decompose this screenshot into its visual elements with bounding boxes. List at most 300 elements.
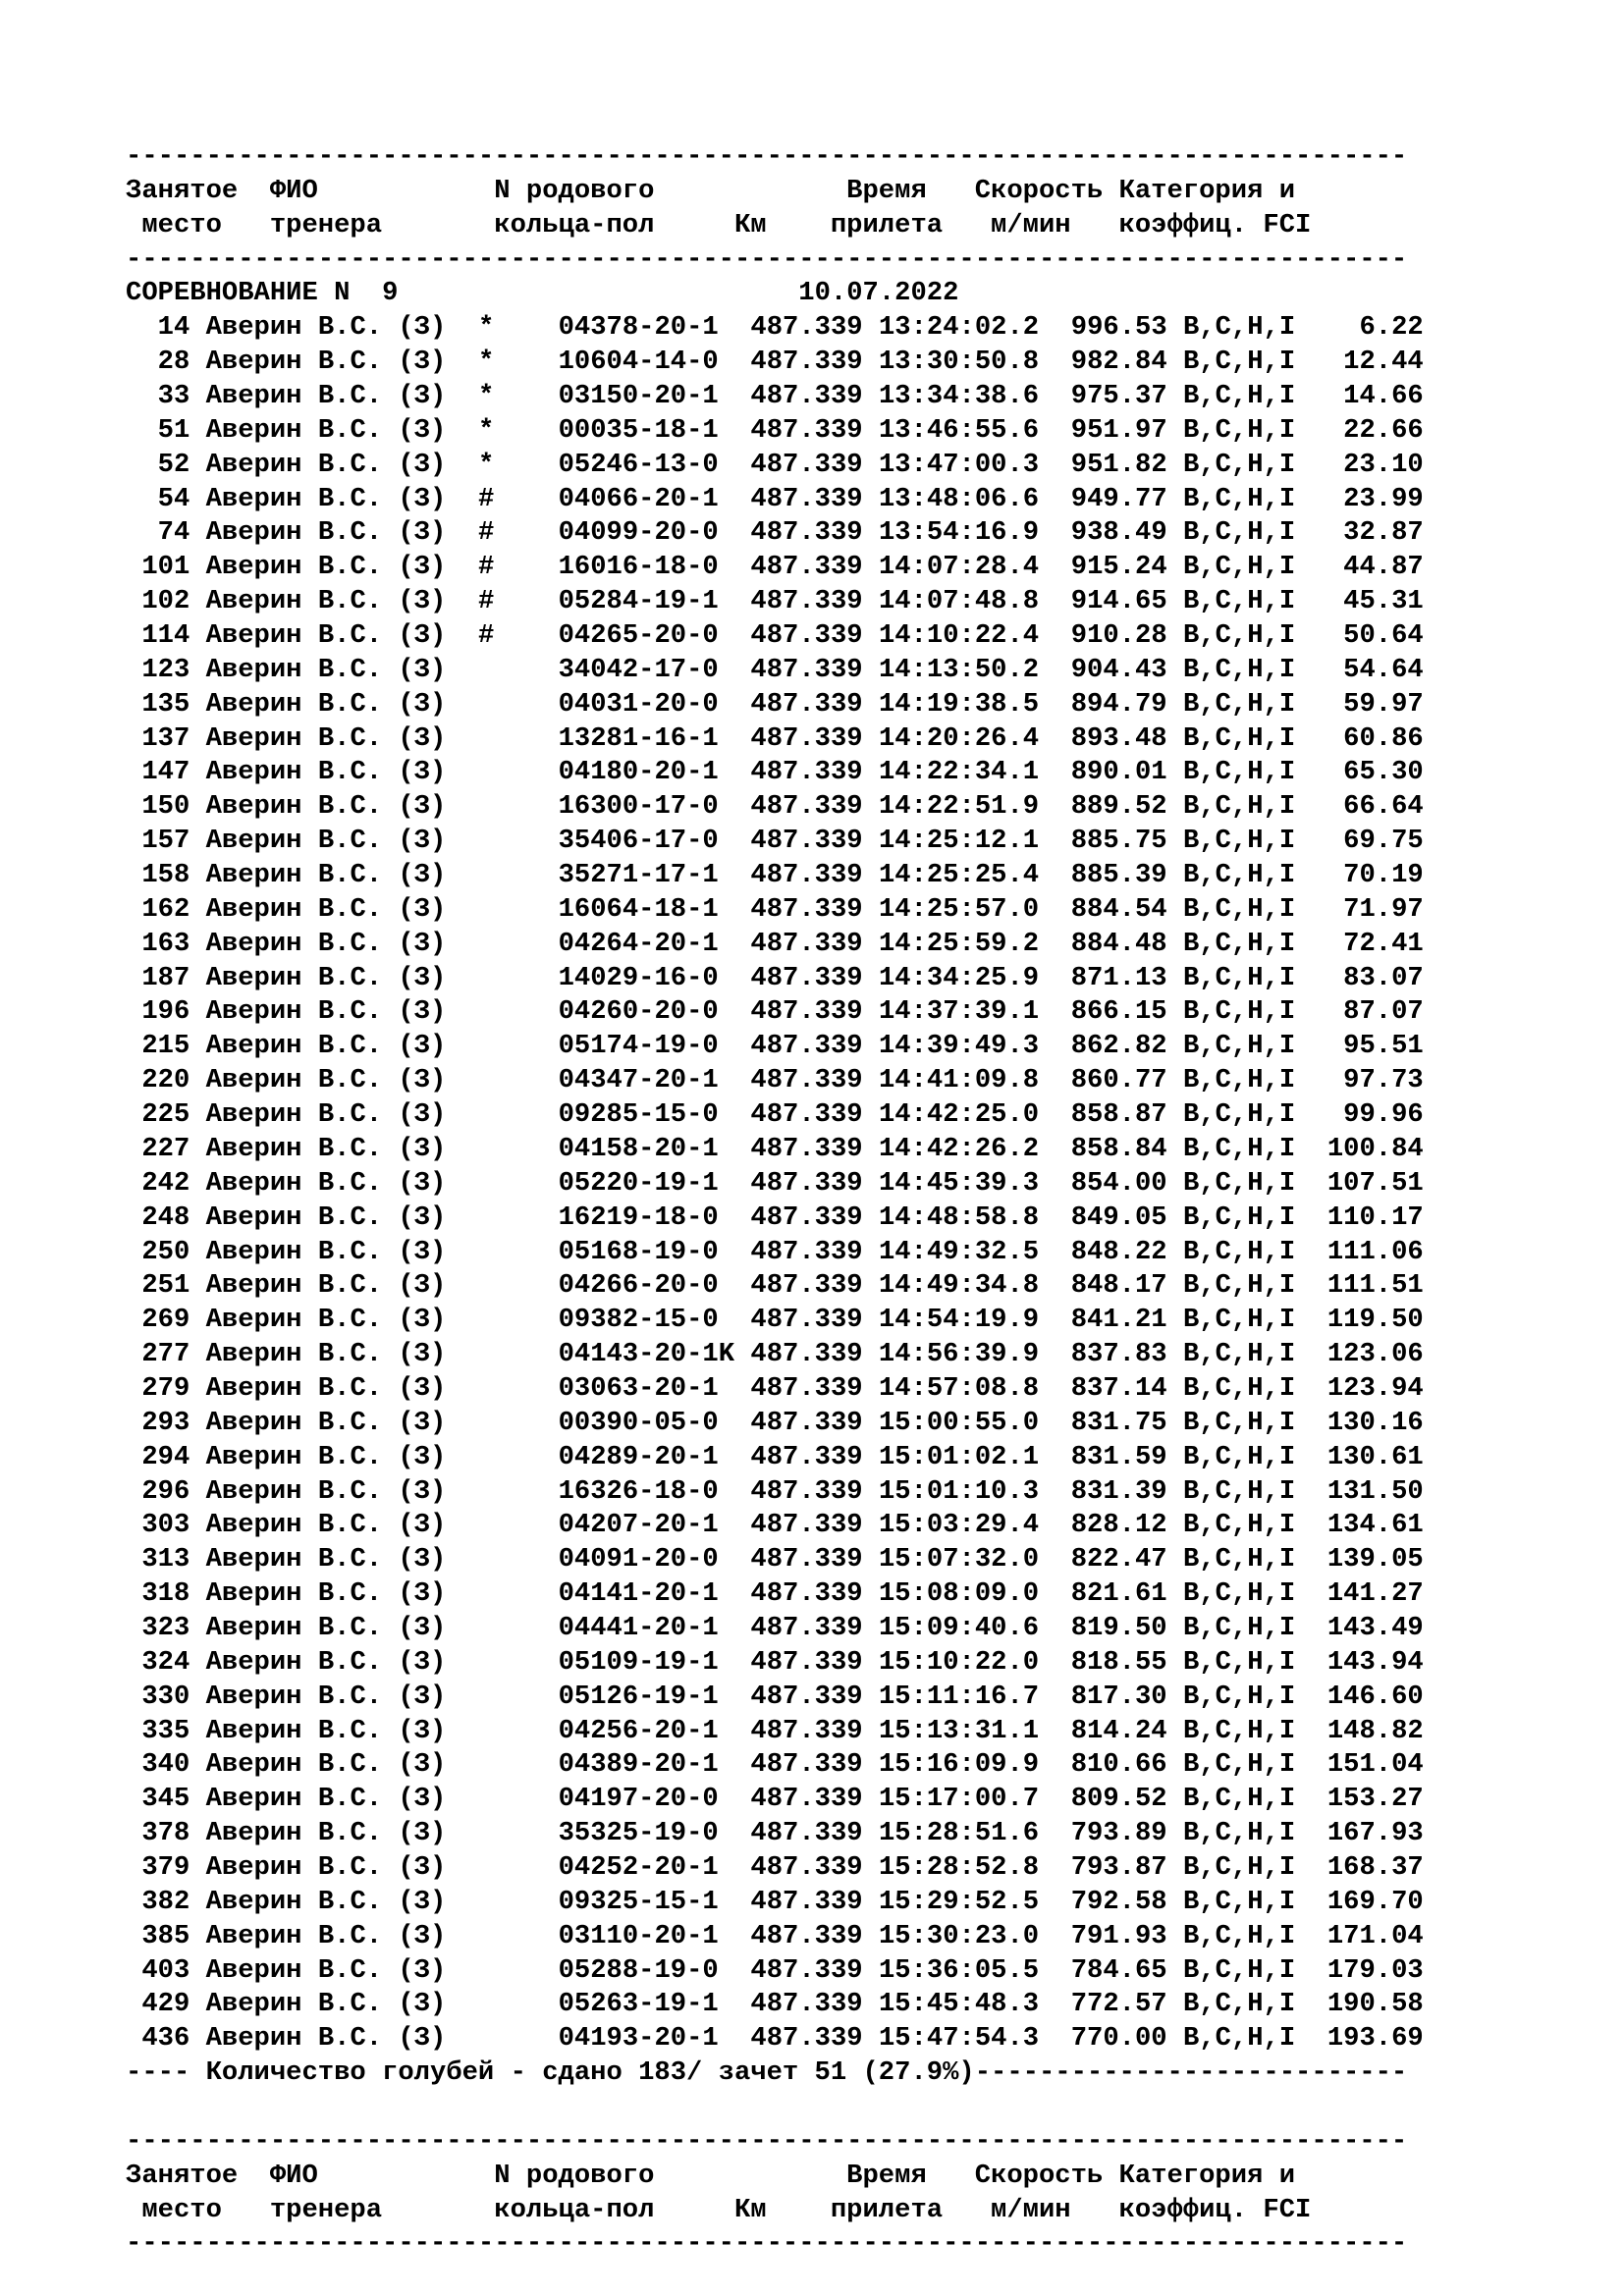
cell-name: Аверин В.С.	[205, 449, 383, 480]
cell-speed: 893.48	[1070, 722, 1167, 754]
cell-place: 303	[141, 1510, 190, 1541]
table-row	[126, 756, 1424, 790]
cell-place: 250	[141, 1236, 190, 1267]
cell-sex: (З)	[398, 1099, 447, 1131]
cell-km: 487.339	[750, 483, 863, 514]
results-document	[126, 140, 1424, 2262]
cell-name: Аверин В.С.	[205, 893, 383, 925]
cell-ring: 13281-16-1	[558, 722, 719, 754]
cell-speed: 831.39	[1070, 1475, 1167, 1507]
cell-km: 487.339	[750, 1510, 863, 1541]
cell-time: 15:29:52.5	[878, 1886, 1040, 1917]
cell-mark: #	[478, 586, 495, 617]
cell-category: B,C,H,I	[1182, 996, 1296, 1028]
footer-line-1: Занятое ФИО N родового Время Скорость Категория и	[126, 2160, 1296, 2191]
cell-time: 15:36:05.5	[878, 1954, 1040, 1986]
cell-ring: 05168-19-0	[558, 1236, 719, 1267]
cell-name: Аверин В.С.	[205, 1954, 383, 1986]
table-row	[126, 516, 1424, 551]
cell-time: 15:28:51.6	[878, 1818, 1040, 1849]
cell-speed: 996.53	[1070, 312, 1167, 344]
table-row	[126, 859, 1424, 893]
cell-km: 487.339	[750, 826, 863, 857]
cell-name: Аверин В.С.	[205, 620, 383, 652]
cell-sex: (З)	[398, 483, 447, 514]
header-line-2: место тренера кольца-пол Км прилета м/мин коэффиц. FCI	[126, 209, 1312, 240]
cell-name: Аверин В.С.	[205, 2023, 383, 2055]
cell-fci: 22.66	[1343, 414, 1424, 446]
cell-fci: 95.51	[1343, 1031, 1424, 1062]
cell-fci: 99.96	[1343, 1099, 1424, 1131]
table-row	[126, 585, 1424, 619]
cell-fci: 151.04	[1326, 1749, 1424, 1781]
table-row	[126, 311, 1424, 346]
cell-km: 487.339	[750, 586, 863, 617]
cell-category: B,C,H,I	[1182, 1749, 1296, 1781]
cell-speed: 817.30	[1070, 1681, 1167, 1712]
cell-time: 13:48:06.6	[878, 483, 1040, 514]
cell-time: 15:28:52.8	[878, 1851, 1040, 1883]
cell-sex: (З)	[398, 1920, 447, 1951]
cell-sex: (З)	[398, 1886, 447, 1917]
cell-fci: 110.17	[1326, 1201, 1424, 1233]
cell-km: 487.339	[750, 757, 863, 788]
cell-place: 345	[141, 1784, 190, 1815]
cell-sex: (З)	[398, 1305, 447, 1336]
cell-km: 487.339	[750, 1989, 863, 2020]
table-row	[126, 1269, 1424, 1304]
cell-name: Аверин В.С.	[205, 1818, 383, 1849]
cell-place: 147	[141, 757, 190, 788]
cell-time: 13:30:50.8	[878, 347, 1040, 378]
table-row	[126, 1407, 1424, 1441]
cell-fci: 100.84	[1326, 1133, 1424, 1164]
cell-category: B,C,H,I	[1182, 2023, 1296, 2055]
cell-place: 318	[141, 1578, 190, 1610]
table-row	[126, 688, 1424, 722]
table-row	[126, 1681, 1424, 1715]
cell-sex: (З)	[398, 962, 447, 993]
cell-place: 279	[141, 1372, 190, 1404]
cell-category: B,C,H,I	[1182, 1167, 1296, 1199]
cell-km: 487.339	[750, 1065, 863, 1096]
cell-name: Аверин В.С.	[205, 1407, 383, 1438]
cell-fci: 60.86	[1343, 722, 1424, 754]
cell-speed: 848.22	[1070, 1236, 1167, 1267]
cell-place: 187	[141, 962, 190, 993]
table-row	[126, 1886, 1424, 1920]
cell-name: Аверин В.С.	[205, 1339, 383, 1370]
cell-name: Аверин В.С.	[205, 1510, 383, 1541]
cell-ring: 04141-20-1	[558, 1578, 719, 1610]
cell-place: 313	[141, 1544, 190, 1575]
cell-category: B,C,H,I	[1182, 1989, 1296, 2020]
cell-sex: (З)	[398, 517, 447, 549]
cell-speed: 884.48	[1070, 928, 1167, 959]
cell-speed: 841.21	[1070, 1305, 1167, 1336]
cell-time: 14:57:08.8	[878, 1372, 1040, 1404]
cell-sex: (З)	[398, 1407, 447, 1438]
cell-category: B,C,H,I	[1182, 1201, 1296, 1233]
cell-sex: (З)	[398, 1578, 447, 1610]
cell-speed: 871.13	[1070, 962, 1167, 993]
cell-category: B,C,H,I	[1182, 1133, 1296, 1164]
cell-ring: 14029-16-0	[558, 962, 719, 993]
cell-time: 14:41:09.8	[878, 1065, 1040, 1096]
cell-name: Аверин В.С.	[205, 826, 383, 857]
cell-place: 324	[141, 1646, 190, 1678]
cell-name: Аверин В.С.	[205, 1441, 383, 1472]
cell-mark: *	[478, 381, 495, 412]
cell-km: 487.339	[750, 1201, 863, 1233]
cell-place: 382	[141, 1886, 190, 1917]
cell-km: 487.339	[750, 1407, 863, 1438]
cell-place: 220	[141, 1065, 190, 1096]
cell-fci: 143.49	[1326, 1612, 1424, 1643]
cell-category: B,C,H,I	[1182, 347, 1296, 378]
cell-fci: 97.73	[1343, 1065, 1424, 1096]
cell-sex: (З)	[398, 414, 447, 446]
cell-category: B,C,H,I	[1182, 1578, 1296, 1610]
cell-sex: (З)	[398, 1236, 447, 1267]
competition-number: 9	[382, 278, 399, 309]
cell-time: 13:24:02.2	[878, 312, 1040, 344]
cell-sex: (З)	[398, 1201, 447, 1233]
cell-name: Аверин В.С.	[205, 1989, 383, 2020]
cell-fci: 139.05	[1326, 1544, 1424, 1575]
table-row	[126, 893, 1424, 928]
cell-sex: (З)	[398, 620, 447, 652]
cell-time: 13:47:00.3	[878, 449, 1040, 480]
cell-ring: 16064-18-1	[558, 893, 719, 925]
cell-speed: 837.14	[1070, 1372, 1167, 1404]
cell-speed: 894.79	[1070, 688, 1167, 720]
cell-fci: 134.61	[1326, 1510, 1424, 1541]
cell-speed: 885.75	[1070, 826, 1167, 857]
cell-fci: 23.99	[1343, 483, 1424, 514]
cell-sex: (З)	[398, 722, 447, 754]
cell-time: 14:54:19.9	[878, 1305, 1040, 1336]
footer-line-2: место тренера кольца-пол Км прилета м/мин коэффиц. FCI	[126, 2194, 1312, 2225]
cell-speed: 818.55	[1070, 1646, 1167, 1678]
cell-category: B,C,H,I	[1182, 1441, 1296, 1472]
cell-time: 15:01:10.3	[878, 1475, 1040, 1507]
cell-km: 487.339	[750, 1886, 863, 1917]
cell-place: 196	[141, 996, 190, 1028]
cell-time: 14:20:26.4	[878, 722, 1040, 754]
cell-speed: 866.15	[1070, 996, 1167, 1028]
cell-time: 14:49:32.5	[878, 1236, 1040, 1267]
cell-category: B,C,H,I	[1182, 826, 1296, 857]
cell-time: 15:11:16.7	[878, 1681, 1040, 1712]
cell-sex: (З)	[398, 1167, 447, 1199]
table-row	[126, 995, 1424, 1030]
cell-ring: 16300-17-0	[558, 791, 719, 823]
table-row	[126, 1030, 1424, 1064]
cell-name: Аверин В.С.	[205, 312, 383, 344]
cell-sex: (З)	[398, 1954, 447, 1986]
cell-ring: 09382-15-0	[558, 1305, 719, 1336]
cell-name: Аверин В.С.	[205, 1646, 383, 1678]
cell-place: 54	[157, 483, 190, 514]
cell-ring: 05126-19-1	[558, 1681, 719, 1712]
table-row	[126, 654, 1424, 688]
cell-ring: 04207-20-1	[558, 1510, 719, 1541]
cell-name: Аверин В.С.	[205, 860, 383, 891]
cell-place: 227	[141, 1133, 190, 1164]
cell-name: Аверин В.С.	[205, 1544, 383, 1575]
cell-place: 123	[141, 654, 190, 685]
cell-sex: (З)	[398, 688, 447, 720]
cell-sex: (З)	[398, 381, 447, 412]
cell-km: 487.339	[750, 1920, 863, 1951]
cell-time: 15:01:02.1	[878, 1441, 1040, 1472]
cell-speed: 975.37	[1070, 381, 1167, 412]
cell-name: Аверин В.С.	[205, 996, 383, 1028]
table-row	[126, 1748, 1424, 1783]
cell-place: 74	[157, 517, 190, 549]
cell-place: 101	[141, 552, 190, 583]
cell-place: 248	[141, 1201, 190, 1233]
cell-speed: 810.66	[1070, 1749, 1167, 1781]
cell-category: B,C,H,I	[1182, 654, 1296, 685]
cell-category: B,C,H,I	[1182, 586, 1296, 617]
cell-place: 225	[141, 1099, 190, 1131]
cell-place: 242	[141, 1167, 190, 1199]
cell-ring: 04066-20-1	[558, 483, 719, 514]
cell-category: B,C,H,I	[1182, 414, 1296, 446]
cell-ring: 04441-20-1	[558, 1612, 719, 1643]
cell-sex: (З)	[398, 860, 447, 891]
cell-ring: 34042-17-0	[558, 654, 719, 685]
cell-time: 14:42:26.2	[878, 1133, 1040, 1164]
cell-sex: (З)	[398, 1133, 447, 1164]
cell-place: 52	[157, 449, 190, 480]
cell-speed: 831.75	[1070, 1407, 1167, 1438]
cell-speed: 770.00	[1070, 2023, 1167, 2055]
table-row	[126, 1783, 1424, 1817]
cell-sex: (З)	[398, 1372, 447, 1404]
cell-ring: 04260-20-0	[558, 996, 719, 1028]
cell-sex: (З)	[398, 449, 447, 480]
cell-km: 487.339	[750, 347, 863, 378]
cell-speed: 885.39	[1070, 860, 1167, 891]
cell-name: Аверин В.С.	[205, 1749, 383, 1781]
cell-place: 379	[141, 1851, 190, 1883]
cell-place: 28	[157, 347, 190, 378]
cell-fci: 12.44	[1343, 347, 1424, 378]
cell-ring: 00390-05-0	[558, 1407, 719, 1438]
cell-sex: (З)	[398, 1441, 447, 1472]
cell-ring: 04378-20-1	[558, 312, 719, 344]
cell-km: 487.339	[750, 1851, 863, 1883]
cell-ring: 04264-20-1	[558, 928, 719, 959]
cell-place: 436	[141, 2023, 190, 2055]
cell-category: B,C,H,I	[1182, 1886, 1296, 1917]
cell-speed: 848.17	[1070, 1270, 1167, 1302]
cell-fci: 70.19	[1343, 860, 1424, 891]
cell-km: 487.339	[750, 381, 863, 412]
header-rule-top: --------------------------------------------------------------------------------	[126, 141, 1408, 172]
cell-time: 14:25:12.1	[878, 826, 1040, 857]
table-row	[126, 1372, 1424, 1407]
cell-ring: 16219-18-0	[558, 1201, 719, 1233]
cell-km: 487.339	[750, 860, 863, 891]
cell-km: 487.339	[750, 1954, 863, 1986]
cell-sex: (З)	[398, 1475, 447, 1507]
cell-mark: *	[478, 347, 495, 378]
cell-time: 15:10:22.0	[878, 1646, 1040, 1678]
footer-rule-bottom: --------------------------------------------------------------------------------	[126, 2228, 1408, 2260]
cell-speed: 910.28	[1070, 620, 1167, 652]
table-row	[126, 1509, 1424, 1543]
cell-speed: 938.49	[1070, 517, 1167, 549]
cell-ring: 05174-19-0	[558, 1031, 719, 1062]
cell-fci: 168.37	[1326, 1851, 1424, 1883]
table-row	[126, 1236, 1424, 1270]
cell-place: 137	[141, 722, 190, 754]
header-rule-bottom: --------------------------------------------------------------------------------	[126, 243, 1408, 275]
summary-line: ---- Количество голубей - сдано 183/ зачет 51 (27.9%)---------------------------	[126, 2057, 1408, 2089]
cell-time: 14:45:39.3	[878, 1167, 1040, 1199]
cell-km: 487.339	[750, 791, 863, 823]
cell-ring: 04031-20-0	[558, 688, 719, 720]
cell-category: B,C,H,I	[1182, 312, 1296, 344]
cell-fci: 130.16	[1326, 1407, 1424, 1438]
cell-sex: (З)	[398, 1544, 447, 1575]
cell-category: B,C,H,I	[1182, 1715, 1296, 1746]
cell-speed: 793.87	[1070, 1851, 1167, 1883]
cell-sex: (З)	[398, 893, 447, 925]
cell-name: Аверин В.С.	[205, 414, 383, 446]
cell-km: 487.339	[750, 1612, 863, 1643]
table-row	[126, 1715, 1424, 1749]
cell-category: B,C,H,I	[1182, 962, 1296, 993]
cell-speed: 828.12	[1070, 1510, 1167, 1541]
cell-fci: 66.64	[1343, 791, 1424, 823]
cell-km: 487.339	[750, 996, 863, 1028]
cell-time: 15:17:00.7	[878, 1784, 1040, 1815]
cell-sex: (З)	[398, 757, 447, 788]
cell-speed: 837.83	[1070, 1339, 1167, 1370]
table-row	[126, 346, 1424, 380]
cell-name: Аверин В.С.	[205, 1201, 383, 1233]
cell-speed: 814.24	[1070, 1715, 1167, 1746]
cell-km: 487.339	[750, 1818, 863, 1849]
cell-place: 215	[141, 1031, 190, 1062]
cell-ring: 09325-15-1	[558, 1886, 719, 1917]
cell-km: 487.339	[750, 1749, 863, 1781]
cell-place: 158	[141, 860, 190, 891]
table-row	[126, 790, 1424, 825]
cell-ring: 04289-20-1	[558, 1441, 719, 1472]
cell-km: 487.339	[750, 1270, 863, 1302]
cell-km: 487.339	[750, 1681, 863, 1712]
cell-category: B,C,H,I	[1182, 1646, 1296, 1678]
cell-km: 487.339	[750, 688, 863, 720]
cell-km: 487.339	[750, 552, 863, 583]
table-row	[126, 1954, 1424, 1989]
cell-time: 14:10:22.4	[878, 620, 1040, 652]
cell-sex: (З)	[398, 312, 447, 344]
cell-sex: (З)	[398, 1510, 447, 1541]
cell-speed: 792.58	[1070, 1886, 1167, 1917]
cell-category: B,C,H,I	[1182, 1236, 1296, 1267]
cell-km: 487.339	[750, 1578, 863, 1610]
cell-time: 13:54:16.9	[878, 517, 1040, 549]
cell-fci: 190.58	[1326, 1989, 1424, 2020]
cell-ring: 04347-20-1	[558, 1065, 719, 1096]
cell-mark: #	[478, 552, 495, 583]
cell-time: 15:13:31.1	[878, 1715, 1040, 1746]
cell-time: 14:07:28.4	[878, 552, 1040, 583]
cell-mark: *	[478, 312, 495, 344]
cell-category: B,C,H,I	[1182, 1954, 1296, 1986]
cell-fci: 130.61	[1326, 1441, 1424, 1472]
cell-sex: (З)	[398, 1031, 447, 1062]
cell-category: B,C,H,I	[1182, 449, 1296, 480]
cell-time: 14:25:25.4	[878, 860, 1040, 891]
cell-time: 14:37:39.1	[878, 996, 1040, 1028]
cell-sex: (З)	[398, 1818, 447, 1849]
cell-category: B,C,H,I	[1182, 483, 1296, 514]
cell-sex: (З)	[398, 1270, 447, 1302]
cell-ring: 04265-20-0	[558, 620, 719, 652]
table-row	[126, 1304, 1424, 1338]
cell-name: Аверин В.С.	[205, 1305, 383, 1336]
cell-place: 296	[141, 1475, 190, 1507]
cell-km: 487.339	[750, 1236, 863, 1267]
cell-category: B,C,H,I	[1182, 722, 1296, 754]
cell-km: 487.339	[750, 1031, 863, 1062]
table-row	[126, 928, 1424, 962]
cell-speed: 890.01	[1070, 757, 1167, 788]
cell-fci: 45.31	[1343, 586, 1424, 617]
cell-speed: 821.61	[1070, 1578, 1167, 1610]
cell-place: 33	[157, 381, 190, 412]
cell-mark: *	[478, 414, 495, 446]
cell-category: B,C,H,I	[1182, 893, 1296, 925]
cell-time: 15:07:32.0	[878, 1544, 1040, 1575]
cell-place: 163	[141, 928, 190, 959]
cell-place: 269	[141, 1305, 190, 1336]
cell-category: B,C,H,I	[1182, 1305, 1296, 1336]
cell-name: Аверин В.С.	[205, 1851, 383, 1883]
cell-fci: 119.50	[1326, 1305, 1424, 1336]
cell-fci: 193.69	[1326, 2023, 1424, 2055]
cell-sex: (З)	[398, 1989, 447, 2020]
table-row	[126, 825, 1424, 859]
cell-category: B,C,H,I	[1182, 620, 1296, 652]
cell-ring: 05284-19-1	[558, 586, 719, 617]
cell-name: Аверин В.С.	[205, 1886, 383, 1917]
cell-time: 14:48:58.8	[878, 1201, 1040, 1233]
cell-name: Аверин В.С.	[205, 586, 383, 617]
cell-km: 487.339	[750, 962, 863, 993]
cell-time: 14:25:57.0	[878, 893, 1040, 925]
cell-km: 487.339	[750, 620, 863, 652]
cell-fci: 72.41	[1343, 928, 1424, 959]
cell-fci: 146.60	[1326, 1681, 1424, 1712]
table-row	[126, 483, 1424, 517]
cell-km: 487.339	[750, 654, 863, 685]
cell-category: B,C,H,I	[1182, 1031, 1296, 1062]
cell-fci: 179.03	[1326, 1954, 1424, 1986]
cell-fci: 69.75	[1343, 826, 1424, 857]
cell-fci: 87.07	[1343, 996, 1424, 1028]
cell-km: 487.339	[750, 1339, 863, 1370]
cell-fci: 111.51	[1326, 1270, 1424, 1302]
